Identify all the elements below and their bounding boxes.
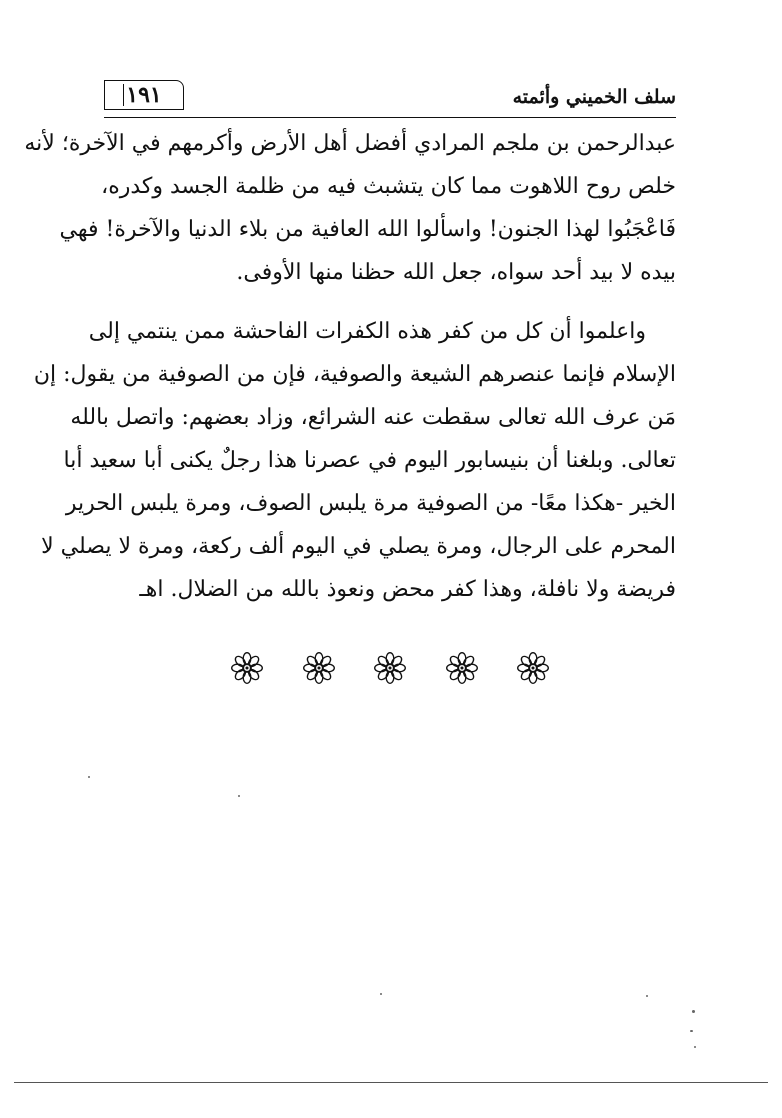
page-number-corner-mark [113, 84, 124, 106]
page-number-box [104, 80, 184, 110]
paragraph-continuation [24, 122, 676, 294]
running-header [104, 78, 676, 118]
paragraph [33, 310, 676, 611]
text-line: الإسلام فإنما عنصرهم الشيعة والصوفية، فإن من الصوفية من يقول: إن [33, 362, 676, 387]
text-line: عبدالرحمن بن ملجم المرادي أفضل أهل الأرض وأكرمهم في الآخرة؛ لأنه [24, 131, 676, 156]
text-line: خلص روح اللاهوت مما كان يتشبث فيه من ظلمة الجسد وكدره، [101, 174, 676, 199]
flower-ornament-icon [516, 651, 550, 685]
flower-ornament-icon [373, 651, 407, 685]
text-line: فريضة ولا نافلة، وهذا كفر محض ونعوذ بالله من الضلال. اهـ [139, 577, 676, 602]
text-line: بيده لا بيد أحد سواه، جعل الله حظنا منها الأوفى. [236, 260, 676, 285]
body-text [24, 122, 676, 611]
flower-ornament-icon [230, 651, 264, 685]
text-line: واعلموا أن كل من كفر هذه الكفرات الفاحشة ممن ينتمي إلى [88, 319, 646, 344]
book-title: سلف الخميني وأئمته [512, 86, 676, 108]
footer-rule [14, 1082, 768, 1083]
text-line: الخير -هكذا معًا- من الصوفية مرة يلبس الصوف، ومرة يلبس الحرير [65, 491, 676, 516]
flower-ornament-icon [302, 651, 336, 685]
text-line: فَاعْجَبُوا لهذا الجنون! واسألوا الله العافية من بلاء الدنيا والآخرة! فهي [59, 217, 676, 242]
section-ornaments [230, 648, 550, 688]
text-line: تعالى. وبلغنا أن بنيسابور اليوم في عصرنا هذا رجلٌ يكنى أبا سعيد أبا [63, 448, 676, 473]
flower-ornament-icon [445, 651, 479, 685]
header-rule [104, 117, 676, 118]
page-number: ١٩١ [126, 82, 162, 108]
text-line: مَن عرف الله تعالى سقطت عنه الشرائع، وزاد بعضهم: واتصل بالله [70, 405, 676, 430]
text-line: المحرم على الرجال، ومرة يصلي في اليوم ألف ركعة، ومرة لا يصلي لا [41, 534, 676, 559]
